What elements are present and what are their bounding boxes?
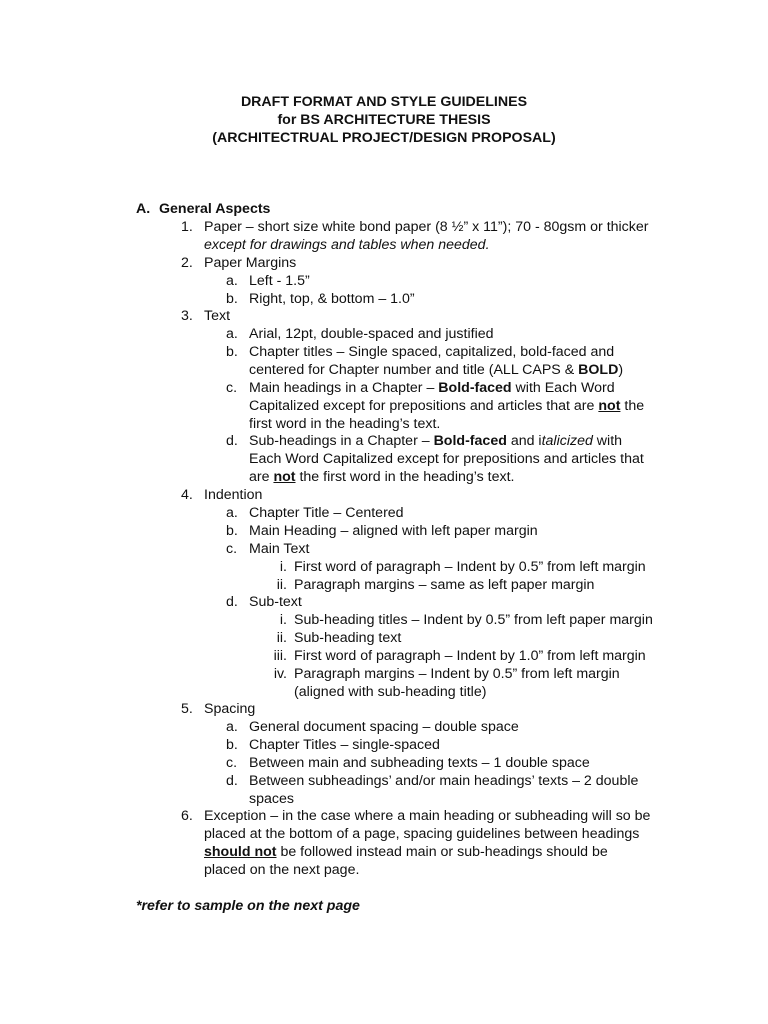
text-run: with [592,433,623,449]
subitem-text-line: Each Word Capitalized except for prepositions and articles that [249,451,644,467]
subitem-text-line [249,432,622,450]
item-text-continuation: except for drawings and tables when needed. [204,237,490,253]
text-run: the first word in the heading’s text. [295,469,515,485]
roman-label: i. [279,612,287,628]
item-text: Paper Margins [204,255,297,271]
subitem-label: d. [226,773,238,789]
subitem-label: a. [226,505,238,521]
subitem-label: c. [226,755,238,771]
roman-label: i. [279,559,287,575]
subitem-label: d. [226,433,238,449]
bold-text: Bold-faced [433,433,507,449]
section-label: A. [136,201,151,217]
item-number: 6. [181,808,193,824]
item-number: 5. [181,701,193,717]
subitem-text: Between subheadings’ and/or main headings’ texts – 2 double [249,773,639,789]
text-run: and i [506,433,542,449]
subitem-label: a. [226,326,238,342]
subitem-text: Arial, 12pt, double-spaced and justified [249,326,494,342]
item-number: 2. [181,255,193,271]
item-number: 3. [181,308,193,324]
roman-text: Sub-heading text [294,630,402,646]
subitem-text-continuation: spaces [249,791,294,807]
roman-text: First word of paragraph – Indent by 0.5” from left margin [294,559,646,575]
subitem-text: Between main and subheading texts – 1 double space [249,755,590,771]
item-number: 1. [181,219,193,235]
subitem-label: c. [226,541,238,557]
italic-text: talicized [541,433,593,449]
bold-underlined-text: not [273,469,296,485]
roman-text: First word of paragraph – Indent by 1.0” from left margin [294,648,646,664]
subitem-label: b. [226,737,238,753]
subitem-text: Chapter Titles – single-spaced [249,737,440,753]
doc-title-line1: DRAFT FORMAT AND STYLE GUIDELINES [240,94,528,110]
roman-label: ii. [276,577,287,593]
subitem-text-line: first word in the heading’s text. [249,416,441,432]
text-run: be followed instead main or sub-headings should be [276,844,608,860]
text-run: with Each Word [511,380,615,396]
item-text: Indention [204,487,263,503]
doc-title-line2: for BS ARCHITECTURE THESIS [277,112,491,128]
text-run: ) [618,362,624,378]
roman-label: iii. [273,648,287,664]
text-run: Main headings in a Chapter – [249,380,439,396]
bold-underlined-text: not [598,398,621,414]
item-text: Text [204,308,231,324]
subitem-label: d. [226,594,238,610]
roman-label: ii. [276,630,287,646]
subitem-text: Chapter titles – Single spaced, capitalized, bold-faced and [249,344,615,360]
text-run: Sub-headings in a Chapter – [249,433,434,449]
subitem-label: b. [226,523,238,539]
item-text-line [204,843,608,861]
roman-text-continuation: (aligned with sub-heading title) [294,684,487,700]
subitem-text-line [249,397,644,415]
subitem-text: Main Heading – aligned with left paper margin [249,523,538,539]
roman-text: Paragraph margins – Indent by 0.5” from left margin [294,666,620,682]
item-text: Paper – short size white bond paper (8 ½” x 11”); 70 - 80gsm or thicker [204,219,649,235]
subitem-text: General document spacing – double space [249,719,519,735]
subitem-text-line [249,361,623,379]
subitem-label: a. [226,719,238,735]
subitem-text-line [249,468,515,486]
subitem-text: Sub-text [249,594,302,610]
roman-text: Paragraph margins – same as left paper margin [294,577,595,593]
section-title: General Aspects [159,201,271,217]
text-run: are [249,469,274,485]
item-text-line: placed at the bottom of a page, spacing guidelines between headings [204,826,640,842]
item-text-line: placed on the next page. [204,862,360,878]
subitem-label: b. [226,291,238,307]
subitem-text: Main Text [249,541,310,557]
subitem-text: Chapter Title – Centered [249,505,404,521]
subitem-label: c. [226,380,238,396]
item-text: Spacing [204,701,256,717]
text-run: Capitalized except for prepositions and articles that are [249,398,599,414]
bold-text: Bold-faced [438,380,512,396]
doc-title-line3: (ARCHITECTRUAL PROJECT/DESIGN PROPOSAL) [212,130,556,146]
bold-text: BOLD [578,362,619,378]
subitem-text-line [249,379,615,397]
item-number: 4. [181,487,193,503]
roman-label: iv. [273,666,287,682]
bold-underlined-text: should not [204,844,277,860]
text-run: centered for Chapter number and title (ALL CAPS & [249,362,579,378]
subitem-text: Right, top, & bottom – 1.0” [249,291,415,307]
footnote: *refer to sample on the next page [136,898,360,914]
subitem-label: a. [226,273,238,289]
subitem-text: Left - 1.5” [249,273,310,289]
text-run: the [620,398,645,414]
item-text: Exception – in the case where a main heading or subheading will so be [204,808,651,824]
subitem-label: b. [226,344,238,360]
roman-text: Sub-heading titles – Indent by 0.5” from left paper margin [294,612,653,628]
